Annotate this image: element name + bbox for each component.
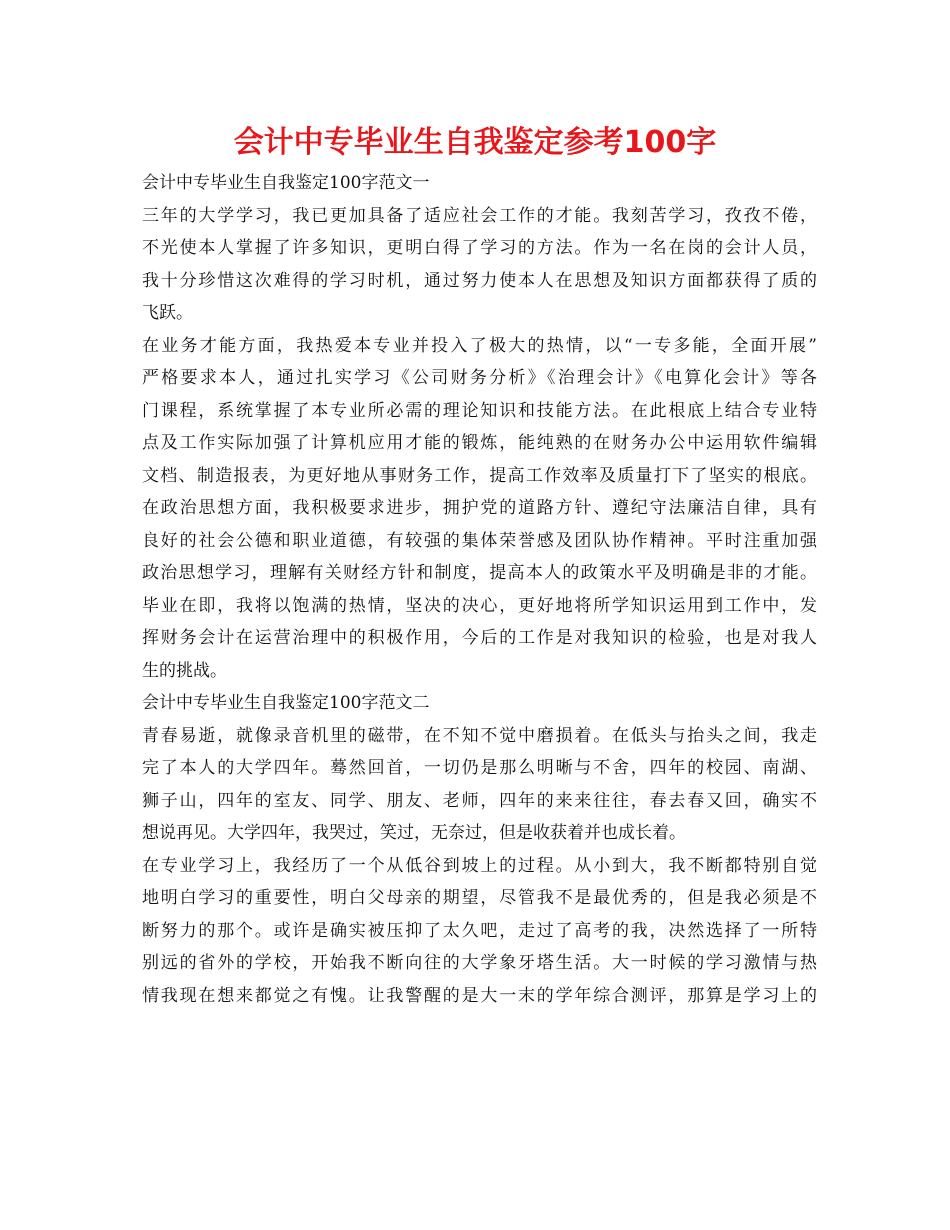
- paragraph-line: 在政治思想方面，我积极要求进步，拥护党的道路方针、遵纪守法廉洁自律，具有: [142, 498, 817, 518]
- paragraph-line: 生的挑战。: [142, 660, 227, 681]
- paragraph-line: 政治思想学习，理解有关财经方针和制度，提高本人的政策水平及明确是非的才能。: [142, 563, 817, 583]
- paragraph-line: 断努力的那个。或许是确实被压抑了太久吧，走过了高考的我，决然选择了一所特: [142, 920, 817, 941]
- section-heading: 会计中专毕业生自我鉴定100字范文二: [142, 693, 430, 713]
- paragraph-line: 良好的社会公德和职业道德，有较强的集体荣誉感及团队协作精神。平时注重加强: [142, 530, 817, 551]
- section-heading: 会计中专毕业生自我鉴定100字范文一: [142, 173, 430, 193]
- paragraph-line: 飞跃。: [142, 303, 193, 323]
- paragraph-line: 我十分珍惜这次难得的学习时机，通过努力使本人在思想及知识方面都获得了质的: [142, 270, 817, 291]
- paragraph-line: 想说再见。大学四年，我哭过，笑过，无奈过，但是收获着并也成长着。: [142, 823, 686, 843]
- paragraph-line: 严格要求本人，通过扎实学习《公司财务分析》《治理会计》《电算化会计》等各: [142, 368, 817, 388]
- paragraph-line: 地明白学习的重要性，明白父母亲的期望，尽管我不是最优秀的，但是我必须是不: [142, 888, 817, 908]
- document-body: [142, 167, 817, 1012]
- paragraph-line: 毕业在即，我将以饱满的热情，坚决的决心，更好地将所学知识运用到工作中，发: [142, 595, 817, 616]
- paragraph-line: 门课程，系统掌握了本专业所必需的理论知识和技能方法。在此根底上结合专业特: [142, 400, 817, 421]
- paragraph-line: 情我现在想来都觉之有愧。让我警醒的是大一末的学年综合测评，那算是学习上的: [142, 985, 817, 1006]
- paragraph-line: 青春易逝，就像录音机里的磁带，在不知不觉中磨损着。在低头与抬头之间，我走: [142, 725, 817, 746]
- paragraph-line: 完了本人的大学四年。蓦然回首，一切仍是那么明晰与不舍，四年的校园、南湖、: [142, 758, 817, 778]
- paragraph-line: 别远的省外的学校，开始我不断向往的大学象牙塔生活。大一时候的学习激情与热: [142, 953, 817, 973]
- paragraph-line: 狮子山，四年的室友、同学、朋友、老师，四年的来来往往，春去春又回，确实不: [142, 790, 817, 811]
- paragraph-line: 三年的大学学习，我已更加具备了适应社会工作的才能。我刻苦学习，孜孜不倦，: [142, 205, 817, 226]
- paragraph-line: 点及工作实际加强了计算机应用才能的锻炼，能纯熟的在财务办公中运用软件编辑: [142, 433, 817, 453]
- paragraph-line: 在专业学习上，我经历了一个从低谷到坡上的过程。从小到大，我不断都特别自觉: [142, 855, 817, 876]
- paragraph-line: 不光使本人掌握了许多知识，更明白得了学习的方法。作为一名在岗的会计人员，: [142, 238, 817, 258]
- paragraph-line: 在业务才能方面，我热爱本专业并投入了极大的热情，以“一专多能，全面开展”: [142, 335, 817, 356]
- document-title: 会计中专毕业生自我鉴定参考100字: [233, 125, 717, 160]
- paragraph-line: 文档、制造报表，为更好地从事财务工作，提高工作效率及质量打下了坚实的根底。: [142, 465, 817, 486]
- paragraph-line: 挥财务会计在运营治理中的积极作用，今后的工作是对我知识的检验，也是对我人: [142, 628, 817, 648]
